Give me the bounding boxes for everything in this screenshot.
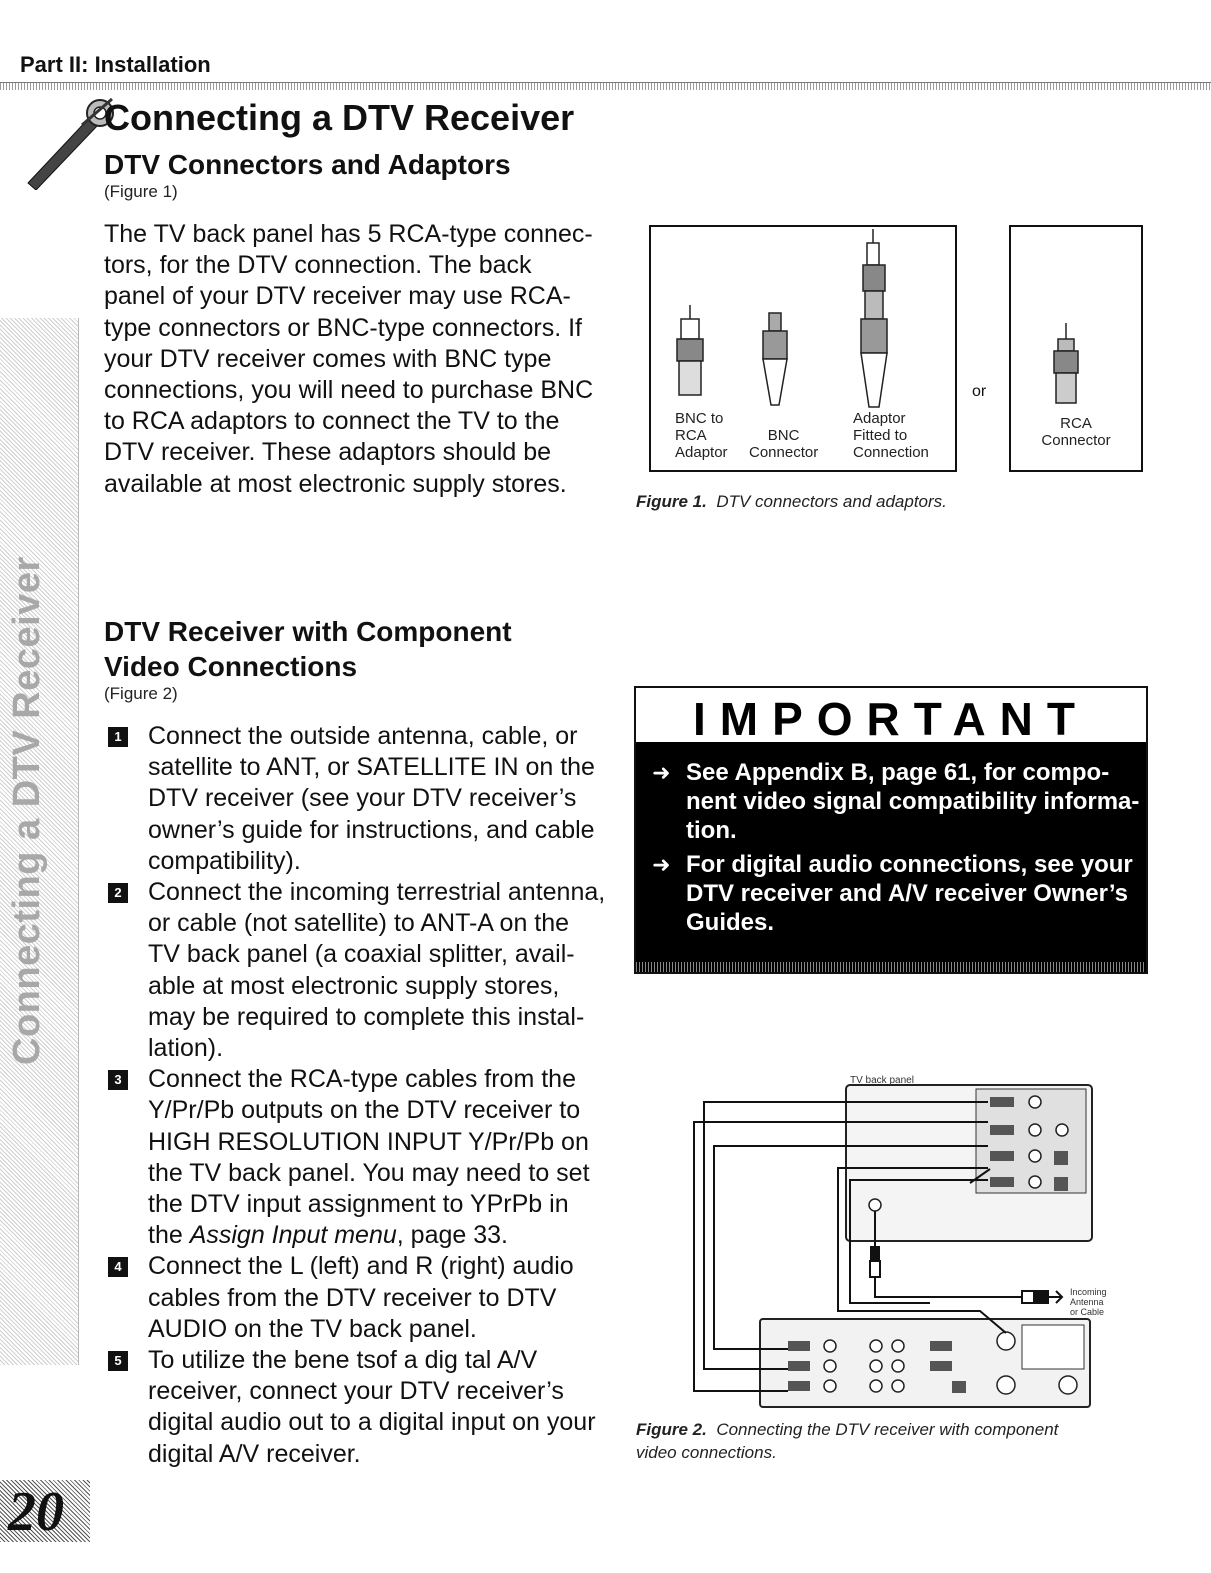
step-line: or cable (not satellite) to ANT-A on the xyxy=(148,909,570,938)
step-line: owner’s guide for instructions, and cable xyxy=(148,815,595,844)
section-header: Part II: Installation xyxy=(20,52,211,77)
intro-line: available at most electronic supply stores. xyxy=(104,469,567,498)
step-line: digital audio out to a digital input on your xyxy=(148,1408,596,1437)
important-line: For digital audio connections, see your xyxy=(686,851,1133,878)
label-line: Connection xyxy=(853,444,929,461)
intro-line: panel of your DTV receiver may use RCA- xyxy=(104,282,571,311)
step-line: satellite to ANT, or SATELLITE IN on the xyxy=(148,753,595,782)
step-line: the DTV input assignment to YPrPb in xyxy=(148,1190,569,1219)
step-line: lation). xyxy=(148,1034,224,1063)
label-line: Incoming Antenna xyxy=(1070,1287,1107,1307)
step-line: cables from the DTV receiver to DTV xyxy=(148,1283,557,1312)
header-rule xyxy=(0,82,1211,90)
figure1-box xyxy=(649,225,957,472)
intro-line: DTV receiver. These adaptors should be xyxy=(104,438,552,467)
step-line: receiver, connect your DTV receiver’s xyxy=(148,1377,564,1406)
intro-line: to RCA adaptors to connect the TV to the xyxy=(104,407,560,436)
step-line: Connect the RCA-type cables from the xyxy=(148,1065,576,1094)
intro-line: your DTV receiver comes with BNC type xyxy=(104,344,552,373)
important-dotted-border xyxy=(636,962,1146,972)
label-line: Adaptor xyxy=(675,444,728,461)
label-line: BNC to xyxy=(675,410,724,427)
side-tab-label: Connecting a DTV Receiver xyxy=(6,556,48,1065)
intro-line: type connectors or BNC-type connectors. If xyxy=(104,313,582,342)
step-number: 3 xyxy=(108,1070,128,1090)
intro-line: The TV back panel has 5 RCA-type connec- xyxy=(104,220,593,248)
side-tab xyxy=(0,318,79,1365)
step-line: DTV receiver (see your DTV receiver’s xyxy=(148,784,577,813)
label-line: or Cable xyxy=(1070,1307,1105,1317)
label-rca-connector xyxy=(1011,415,1141,449)
step-number: 4 xyxy=(108,1257,128,1277)
label-line: Connector xyxy=(749,444,819,461)
section1-heading: DTV Connectors and Adaptors xyxy=(104,149,511,180)
page-reference: , page 33. xyxy=(396,1221,508,1250)
important-line: Guides. xyxy=(686,909,775,936)
label-line: RCA xyxy=(675,427,707,444)
step-item xyxy=(108,1345,628,1470)
figure1-caption xyxy=(636,492,947,512)
step-line xyxy=(148,1220,628,1251)
page-number: 20 xyxy=(8,1481,64,1543)
page-title: Connecting a DTV Receiver xyxy=(104,97,575,138)
heading-line: DTV Receiver with Component xyxy=(104,616,512,647)
figure2-diagram xyxy=(690,1075,1130,1415)
step-item xyxy=(108,1064,628,1251)
figure1-rca-box xyxy=(1009,225,1143,472)
important-line: nent video signal compatibility informa- xyxy=(686,788,1140,815)
step-line: the TV back panel. You may need to set xyxy=(148,1158,590,1187)
intro-line: tors, for the DTV connection. The back xyxy=(104,251,532,280)
figure2-wiring-illustration xyxy=(690,1075,1130,1415)
label-bnc-connector xyxy=(749,427,818,461)
label-line: Adaptor xyxy=(853,410,906,427)
important-item xyxy=(652,758,1166,845)
step-item xyxy=(108,721,628,877)
step-line: Y/Pr/Pb outputs on the DTV receiver to xyxy=(148,1096,581,1125)
important-line: tion. xyxy=(686,817,737,844)
important-title-bar xyxy=(636,688,1146,745)
step-item xyxy=(108,877,628,1064)
caption-line: video connections. xyxy=(636,1443,777,1462)
step-line: HIGH RESOLUTION INPUT Y/Pr/Pb on xyxy=(148,1127,589,1156)
incoming-antenna-label xyxy=(1070,1287,1130,1317)
heading-line: Video Connections xyxy=(104,651,358,682)
label-adaptor-fitted xyxy=(853,410,929,461)
step-number: 5 xyxy=(108,1351,128,1371)
intro-line: connections, you will need to purchase BNC xyxy=(104,376,594,405)
section2-figref: (Figure 2) xyxy=(104,684,178,703)
label-line: Fitted to xyxy=(853,427,908,444)
step-line: may be required to complete this instal- xyxy=(148,1002,585,1031)
figure1-or: or xyxy=(972,383,987,400)
important-line: See Appendix B, page 61, for compo- xyxy=(686,759,1110,786)
step-line: AUDIO on the TV back panel. xyxy=(148,1314,477,1343)
caption-text: Connecting the DTV receiver with component xyxy=(716,1420,1059,1439)
important-line: DTV receiver and A/V receiver Owner’s xyxy=(686,880,1128,907)
figure2-caption xyxy=(636,1418,1058,1464)
step-number: 1 xyxy=(108,727,128,747)
section2-heading xyxy=(104,614,512,684)
step-line: compatibility). xyxy=(148,846,301,875)
step-line: Connect the incoming terrestrial antenna, xyxy=(148,878,606,907)
page-number-box xyxy=(0,1480,90,1542)
important-box xyxy=(634,686,1148,974)
important-item xyxy=(652,850,1166,937)
caption-line xyxy=(636,1418,1058,1441)
tv-back-panel-label: TV back panel xyxy=(850,1075,914,1086)
caption-number: Figure 2. xyxy=(636,1420,707,1439)
caption-number: Figure 1. xyxy=(636,492,707,511)
step-line: Connect the outside antenna, cable, or xyxy=(148,722,578,750)
label-line: RCA xyxy=(1060,415,1092,432)
label-line: Connector xyxy=(1041,432,1111,449)
label-bnc-rca-adaptor xyxy=(675,410,728,461)
arrow-icon: ➜ xyxy=(652,852,671,877)
step-line: Connect the L (left) and R (right) audio xyxy=(148,1252,574,1281)
steps-list xyxy=(108,721,628,1470)
caption-text: DTV connectors and adaptors. xyxy=(716,492,947,511)
label-line: BNC xyxy=(767,427,800,444)
important-title: IMPORTANT xyxy=(692,693,1089,745)
section1-figref: (Figure 1) xyxy=(104,182,178,201)
step-number: 2 xyxy=(108,883,128,903)
intro-paragraph xyxy=(104,219,624,500)
arrow-icon: ➜ xyxy=(652,760,671,785)
step-item xyxy=(108,1251,628,1345)
step-line-text: the xyxy=(148,1221,190,1250)
step-line: TV back panel (a coaxial splitter, avail- xyxy=(148,940,575,969)
step-line: To utilize the bene tsof a dig tal A/V xyxy=(148,1346,538,1375)
step-line: digital A/V receiver. xyxy=(148,1439,361,1468)
step-line: able at most electronic supply stores, xyxy=(148,971,560,1000)
menu-reference: Assign Input menu xyxy=(189,1221,397,1250)
